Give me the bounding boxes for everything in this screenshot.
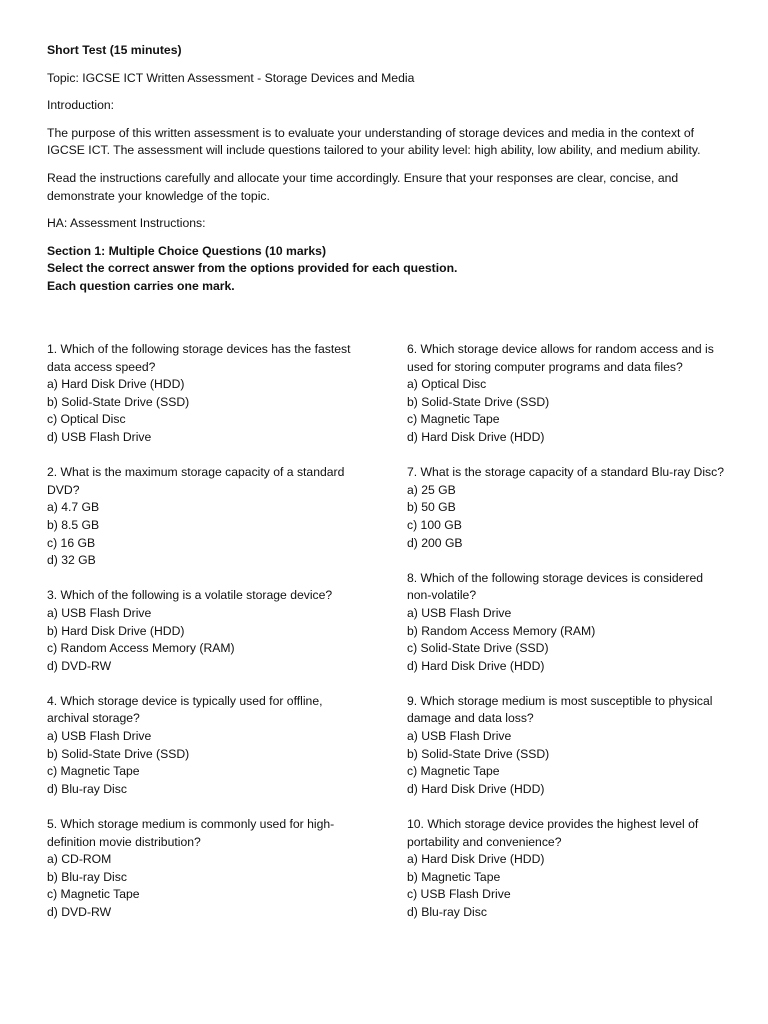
option-a: a) 25 GB <box>407 482 456 497</box>
option-b: b) Solid-State Drive (SSD) <box>407 394 550 409</box>
option-a: a) Hard Disk Drive (HDD) <box>407 852 545 867</box>
option-a: a) USB Flash Drive <box>407 605 512 620</box>
question-text: 7. What is the storage capacity of a standard Blu-ray Disc? <box>407 465 725 480</box>
option-c: c) Magnetic Tape <box>47 764 140 779</box>
option-b: b) Random Access Memory (RAM) <box>407 623 596 638</box>
option-a: a) USB Flash Drive <box>407 729 512 744</box>
ha-heading: HA: Assessment Instructions: <box>47 216 206 231</box>
instructions-paragraph: Read the instructions carefully and allocate your time accordingly. Ensure that your responses are clear, concise, and demonstrate your knowledge of the topic. <box>47 170 679 203</box>
question-text: 6. Which storage device allows for random access and is used for storing computer programs and data files? <box>407 342 714 374</box>
intro-paragraph: The purpose of this written assessment is to evaluate your understanding of storage devices and media in the context of IGCSE ICT. The assessment will include questions tailored to your ability level: high ability, low ability, and medium ability. <box>47 125 701 158</box>
question-8 <box>407 570 727 676</box>
option-a: a) Hard Disk Drive (HDD) <box>47 377 185 392</box>
topic-line: Topic: IGCSE ICT Written Assessment - Storage Devices and Media <box>47 70 415 85</box>
question-text: 8. Which of the following storage devices is considered non-volatile? <box>407 570 704 603</box>
question-text: 10. Which storage device provides the highest level of portability and convenience? <box>407 817 699 849</box>
option-b: b) Hard Disk Drive (HDD) <box>47 623 185 638</box>
question-text: 1. Which of the following storage devices has the fastest data access speed? <box>47 342 351 374</box>
question-7 <box>407 464 727 552</box>
section1-instruction-2: Each question carries one mark. <box>47 278 235 293</box>
option-b: b) 50 GB <box>407 500 456 515</box>
option-d: d) USB Flash Drive <box>47 429 152 444</box>
option-d: d) 32 GB <box>47 553 96 568</box>
questions-right-column <box>407 341 727 939</box>
question-4 <box>47 693 367 799</box>
option-d: d) Hard Disk Drive (HDD) <box>407 429 545 444</box>
option-b: b) Solid-State Drive (SSD) <box>47 746 190 761</box>
option-d: d) Blu-ray Disc <box>47 781 127 796</box>
option-d: d) Blu-ray Disc <box>407 905 487 919</box>
option-c: c) Random Access Memory (RAM) <box>47 641 235 656</box>
option-a: a) USB Flash Drive <box>47 605 152 620</box>
question-5 <box>47 816 367 922</box>
option-c: c) Magnetic Tape <box>407 412 500 427</box>
section1-heading: Section 1: Multiple Choice Questions (10 marks) <box>47 243 327 258</box>
option-a: a) Optical Disc <box>407 377 487 392</box>
test-title: Short Test (15 minutes) <box>47 43 182 57</box>
option-c: c) 100 GB <box>407 517 462 532</box>
option-d: d) Hard Disk Drive (HDD) <box>407 658 545 673</box>
option-d: d) DVD-RW <box>47 905 112 919</box>
question-3 <box>47 587 367 675</box>
question-text: 9. Which storage medium is most susceptible to physical damage and data loss? <box>407 693 713 726</box>
option-c: c) Optical Disc <box>47 412 126 427</box>
option-b: b) 8.5 GB <box>47 517 100 532</box>
document-header <box>47 42 727 296</box>
question-6 <box>407 341 727 447</box>
section1-instruction-1: Select the correct answer from the options provided for each question. <box>47 261 458 276</box>
option-c: c) Magnetic Tape <box>47 887 140 902</box>
question-10 <box>407 816 727 922</box>
option-c: c) USB Flash Drive <box>407 887 511 902</box>
question-text: 2. What is the maximum storage capacity of a standard DVD? <box>47 465 345 497</box>
option-d: d) Hard Disk Drive (HDD) <box>407 781 545 796</box>
question-text: 3. Which of the following is a volatile storage device? <box>47 588 333 603</box>
question-text: 5. Which storage medium is commonly used for high-definition movie distribution? <box>47 817 335 849</box>
option-b: b) Solid-State Drive (SSD) <box>47 394 190 409</box>
option-c: c) Solid-State Drive (SSD) <box>407 641 549 656</box>
option-a: a) 4.7 GB <box>47 500 100 515</box>
question-2 <box>47 464 367 570</box>
option-b: b) Blu-ray Disc <box>47 869 127 884</box>
option-b: b) Magnetic Tape <box>407 869 501 884</box>
option-a: a) CD-ROM <box>47 852 112 867</box>
question-text: 4. Which storage device is typically used for offline, archival storage? <box>47 693 323 726</box>
questions-left-column <box>47 341 367 939</box>
option-b: b) Solid-State Drive (SSD) <box>407 746 550 761</box>
option-c: c) Magnetic Tape <box>407 764 500 779</box>
option-a: a) USB Flash Drive <box>47 729 152 744</box>
question-1 <box>47 341 367 447</box>
option-c: c) 16 GB <box>47 535 96 550</box>
option-d: d) DVD-RW <box>47 658 112 673</box>
section1-block <box>47 243 727 296</box>
option-d: d) 200 GB <box>407 535 463 550</box>
intro-heading: Introduction: <box>47 98 115 113</box>
question-9 <box>407 693 727 799</box>
